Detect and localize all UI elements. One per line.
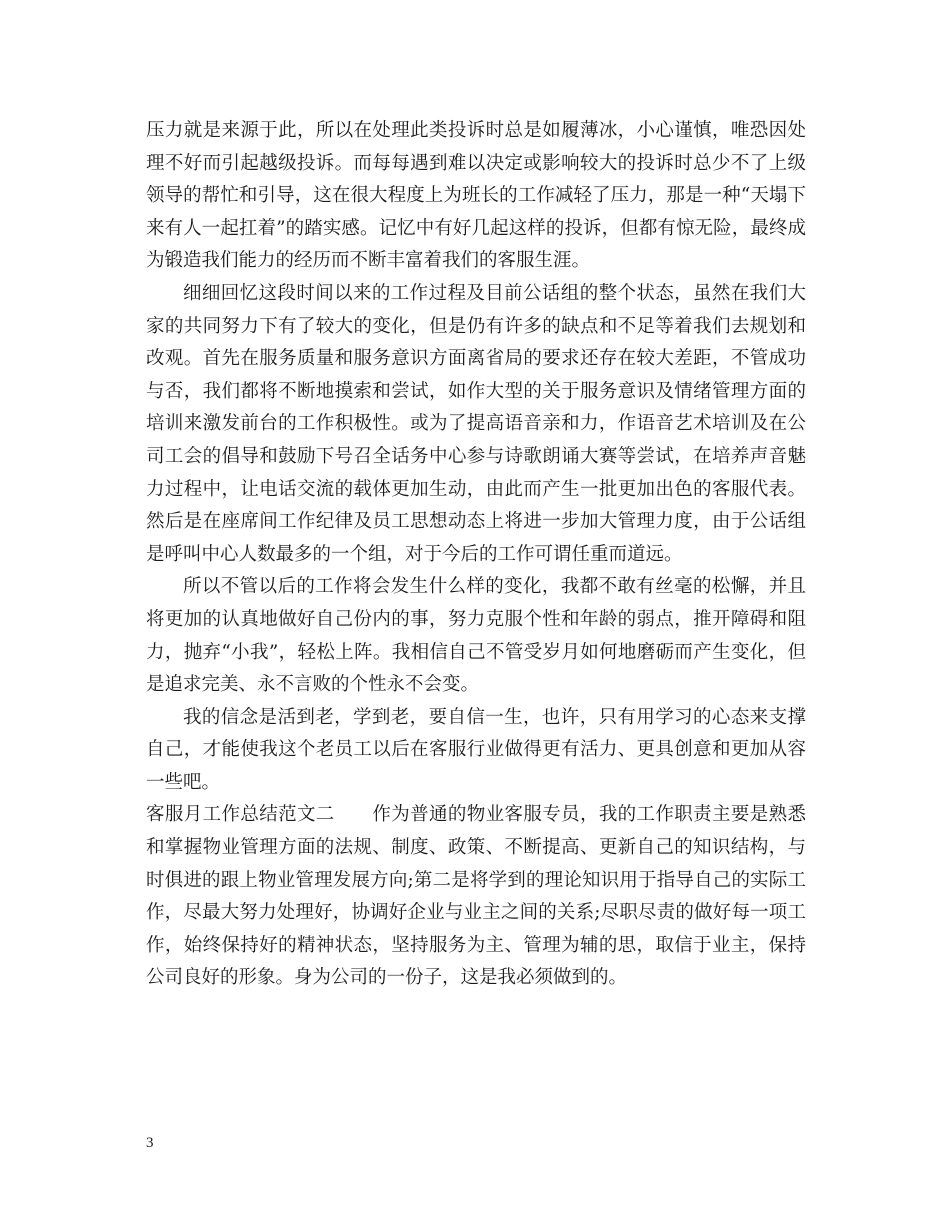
paragraph-3: 所以不管以后的工作将会发生什么样的变化，我都不敢有丝毫的松懈，并且将更加的认真地做好自己份内的事，努力克服个性和年龄的弱点，推开障碍和阻力，抛弃“小我”，轻松上阵。我相信自己不管受岁月如何地磨砺而产生变化，但是追求完美、永不言败的个性永不会变。 [146, 576, 806, 696]
paragraph-2: 细细回忆这段时间以来的工作过程及目前公话组的整个状态，虽然在我们大家的共同努力下有了较大的变化，但是仍有许多的缺点和不足等着我们去规划和改观。首先在服务质量和服务意识方面离省局的要求还存在较大差距，不管成功与否，我们都将不断地摸索和尝试，如作大型的关于服务意识及情绪管理方面的培训来激发前台的工作积极性。或为了提高语音亲和力，作语音艺术培训及在公司工会的倡导和鼓励下号召全话务中心参与诗歌朗诵大赛等尝试，在培养声音魅力过程中，让电话交流的载体更加生动，由此而产生一批更加出色的客服代表。然后是在座席间工作纪律及员工思想动态上将进一步加大管理力度，由于公话组是呼叫中心人数最多的一个组，对于今后的工作可谓任重而道远。 [146, 282, 806, 565]
document-body [146, 115, 806, 995]
page-number: 3 [146, 1135, 154, 1151]
paragraph-5: 客服月工作总结范文二 作为普通的物业客服专员，我的工作职责主要是熟悉和掌握物业管理方面的法规、制度、政策、不断提高、更新自己的知识结构，与时俱进的跟上物业管理发展方向;第二是将学到的理论知识用于指导自己的实际工作，尽最大努力处理好，协调好企业与业主之间的关系;尽职尽责的做好每一项工作，始终保持好的精神状态，坚持服务为主、管理为辅的思，取信于业主，保持公司良好的形象。身为公司的一份子，这是我必须做到的。 [146, 804, 806, 989]
paragraph-4: 我的信念是活到老，学到老，要自信一生，也许，只有用学习的心态来支撑自己，才能使我这个老员工以后在客服行业做得更有活力、更具创意和更加从容一些吧。 [146, 706, 806, 793]
paragraph-1: 压力就是来源于此，所以在处理此类投诉时总是如履薄冰，小心谨慎，唯恐因处理不好而引起越级投诉。而每每遇到难以决定或影响较大的投诉时总少不了上级领导的帮忙和引导，这在很大程度上为班长的工作减轻了压力，那是一种“天塌下来有人一起扛着”的踏实感。记忆中有好几起这样的投诉，但都有惊无险，最终成为锻造我们能力的经历而不断丰富着我们的客服生涯。 [146, 120, 806, 272]
